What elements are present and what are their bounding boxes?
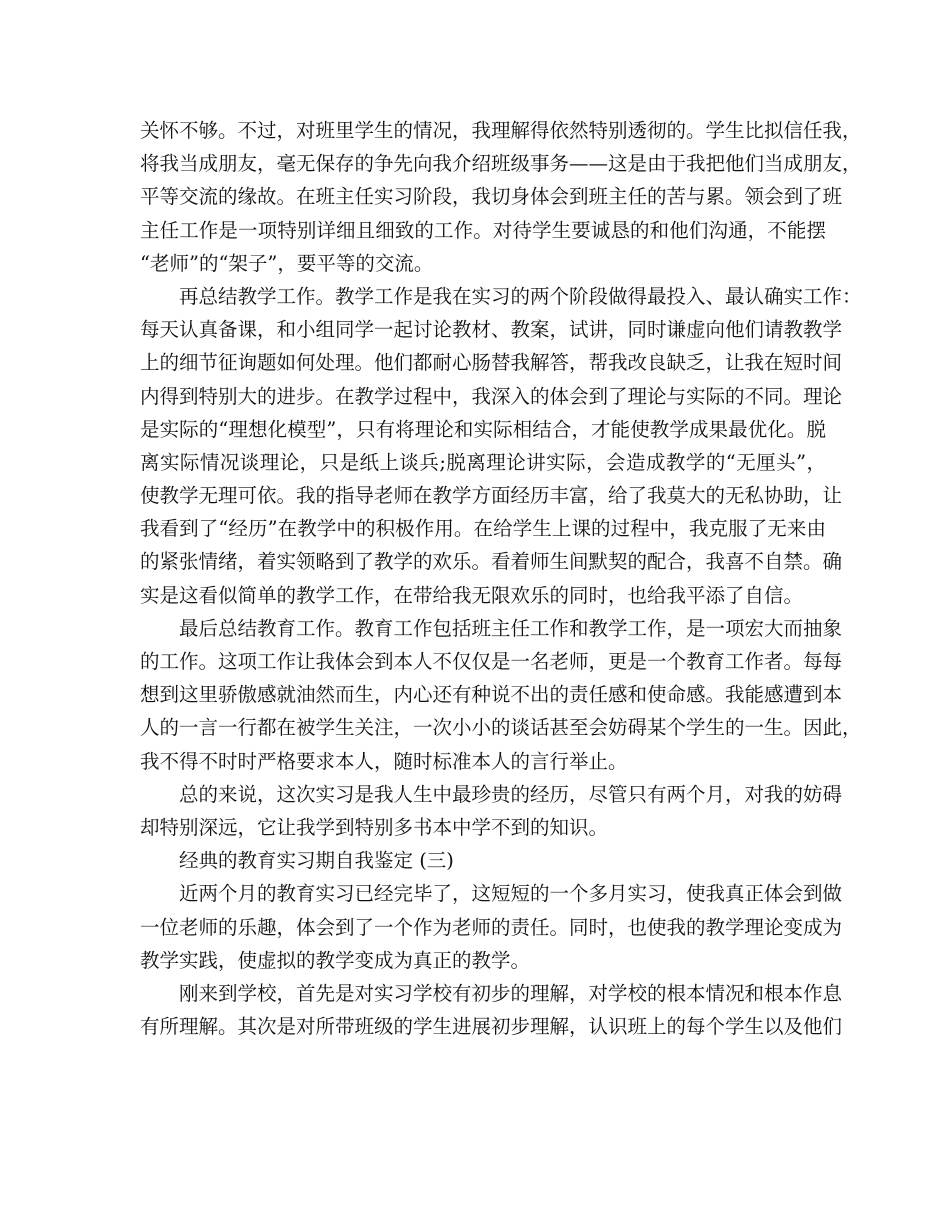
text-line: 将我当成朋友，毫无保存的争先向我介绍班级事务——这是由于我把他们当成朋友，	[140, 152, 862, 176]
text-line: 平等交流的缘故。在班主任实习阶段，我切身体会到班主任的苦与累。领会到了班	[140, 185, 843, 209]
text-line: 内得到特别大的进步。在教学过程中，我深入的体会到了理论与实际的不同。理论	[140, 384, 843, 408]
text-line: 上的细节征询题如何处理。他们都耐心肠替我解答，帮我改良缺乏，让我在短时间	[140, 351, 843, 375]
text-line: 每天认真备课，和小组同学一起讨论教材、教案，试讲，同时谦虚向他们请教教学	[140, 318, 843, 342]
text-line: 有所理解。其次是对所带班级的学生进展初步理解，认识班上的每个学生以及他们	[140, 1015, 843, 1039]
text-line: 最后总结教育工作。教育工作包括班主任工作和教学工作，是一项宏大而抽象	[179, 616, 843, 640]
text-line: 人的一言一行都在被学生关注，一次小小的谈话甚至会妨碍某个学生的一生。因此，	[140, 716, 862, 740]
text-line: 离实际情况谈理论，只是纸上谈兵;脱离理论讲实际，会造成教学的“无厘头”，	[140, 450, 826, 474]
text-line: 我不得不时时严格要求本人，随时标准本人的言行举止。	[140, 749, 628, 773]
text-line: 刚来到学校，首先是对实习学校有初步的理解，对学校的根本情况和根本作息	[179, 981, 843, 1005]
text-line: “老师”的“架子”，要平等的交流。	[140, 251, 434, 275]
text-line: 想到这里骄傲感就油然而生，内心还有种说不出的责任感和使命感。我能感遭到本	[140, 683, 843, 707]
text-line: 经典的教育实习期自我鉴定 (三)	[179, 849, 454, 873]
text-line: 使教学无理可依。我的指导老师在教学方面经历丰富，给了我莫大的无私协助，让	[140, 484, 843, 508]
text-line: 一位老师的乐趣，体会到了一个作为老师的责任。同时，也使我的教学理论变成为	[140, 915, 843, 939]
text-line: 的工作。这项工作让我体会到本人不仅仅是一名老师，更是一个教育工作者。每每	[140, 650, 843, 673]
document-body	[140, 114, 862, 1043]
text-line: 主任工作是一项特别详细且细致的工作。对待学生要诚恳的和他们沟通，不能摆	[140, 218, 826, 242]
text-line: 实是这看似简单的教学工作，在带给我无限欢乐的同时，也给我平添了自信。	[140, 583, 804, 607]
text-line: 再总结教学工作。教学工作是我在实习的两个阶段做得最投入、最认确实工作：	[179, 284, 862, 308]
text-line: 近两个月的教育实习已经完毕了，这短短的一个多月实习，使我真正体会到做	[179, 882, 843, 906]
text-line: 教学实践，使虚拟的教学变成为真正的教学。	[140, 948, 531, 972]
text-line: 总的来说，这次实习是我人生中最珍贵的经历，尽管只有两个月，对我的妨碍	[179, 782, 843, 806]
text-line: 却特别深远，它让我学到特别多书本中学不到的知识。	[140, 815, 609, 839]
text-line: 关怀不够。不过，对班里学生的情况，我理解得依然特别透彻的。学生比拟信任我，	[140, 119, 862, 142]
text-line: 的紧张情绪，着实领略到了教学的欢乐。看着师生间默契的配合，我喜不自禁。确	[140, 550, 843, 574]
text-line: 是实际的“理想化模型”，只有将理论和实际相结合，才能使教学成果最优化。脱	[140, 417, 826, 441]
text-line: 我看到了“经历”在教学中的积极作用。在给学生上课的过程中，我克服了无来由	[140, 517, 826, 541]
